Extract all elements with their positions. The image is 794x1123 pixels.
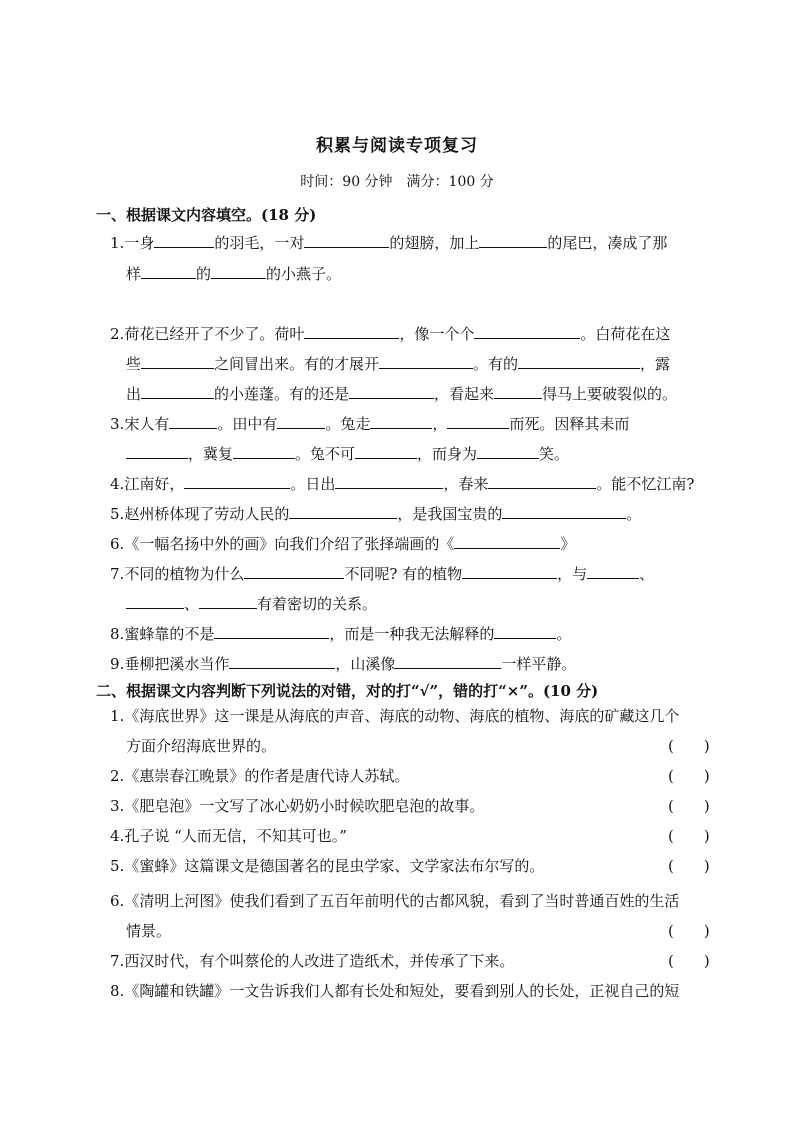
fill-blank[interactable] [141,383,214,399]
fill-blank[interactable] [479,232,547,248]
question-text: 不同的植物为什么 [124,565,245,583]
question-4 [110,473,694,494]
question-7-line-1 [110,563,654,584]
question-text: 》 [560,535,576,553]
question-number: 3. [110,415,125,433]
item-text: 《惠崇春江晚景》的作者是唐代诗人苏轼。 [124,767,410,785]
judgement-4 [110,826,347,846]
question-text: 江南好， [124,475,185,493]
judgement-2 [110,766,409,786]
fill-blank[interactable] [379,353,473,369]
question-text: ，是我国宝贵的 [397,505,503,523]
question-text: 笑。 [539,445,570,463]
fill-blank[interactable] [154,232,214,248]
item-number: 2. [110,767,125,785]
question-text: 、 [184,595,200,613]
fill-blank[interactable] [289,503,397,519]
fill-blank[interactable] [494,383,542,399]
judgement-1-line-2 [126,736,276,756]
fill-blank[interactable] [141,263,196,279]
judgement-1-line-1 [110,706,679,726]
answer-parentheses[interactable]: ( ) [668,922,710,940]
question-number: 1. [110,234,125,252]
item-number: 3. [110,797,125,815]
question-number: 8. [110,625,125,643]
fill-blank[interactable] [462,563,557,579]
fill-blank[interactable] [199,593,257,609]
question-6 [110,533,575,554]
answer-parentheses[interactable]: ( ) [668,952,710,970]
item-text: 《肥皂泡》一文写了冰心奶奶小时候吹肥皂泡的故事。 [124,797,485,815]
fill-blank[interactable] [335,473,443,489]
question-8 [110,623,571,644]
question-text: 的羽毛，一对 [214,234,305,252]
question-text: 的 [196,265,212,283]
fill-blank[interactable] [474,323,580,339]
judgement-7 [110,951,514,971]
judgement-3 [110,796,484,816]
judgement-5 [110,856,544,876]
item-number: 4. [110,827,125,845]
question-3-line-1 [110,413,629,434]
question-7-line-2 [126,593,377,614]
item-number: 1. [110,707,125,725]
question-text: 。白荷花在这 [580,325,671,343]
section-heading-1: 一、根据课文内容填空。(18 分) [96,206,317,224]
item-text: 情景。 [126,922,172,940]
question-text: 样 [126,265,142,283]
fill-blank[interactable] [304,323,399,339]
question-text: 。日出 [290,475,336,493]
question-text: 不同呢? 有的植物 [344,565,463,583]
question-text: ，冀复 [188,445,234,463]
question-text: 。兔走 [325,415,371,433]
question-number: 2. [110,325,125,343]
fill-blank[interactable] [244,563,344,579]
question-text: 蜜蜂靠的不是 [124,625,215,643]
question-text: 得马上要破裂似的。 [542,385,678,403]
answer-parentheses[interactable]: ( ) [668,767,710,785]
item-text: 《海底世界》这一课是从海底的声音、海底的动物、海底的植物、海底的矿藏这几个 [124,707,680,725]
answer-parentheses[interactable]: ( ) [668,797,710,815]
fill-blank[interactable] [184,473,290,489]
question-text: ， [432,415,448,433]
item-text: 孔子说 “人而无信，不知其可也。” [124,827,347,845]
question-text: 、 [639,565,655,583]
fill-blank[interactable] [229,653,335,669]
page-title: 积累与阅读专项复习 [316,136,478,156]
question-1-line-1 [110,232,667,253]
question-text: 《一幅名扬中外的画》向我们介绍了张择端画的《 [124,535,455,553]
fill-blank[interactable] [304,232,389,248]
question-number: 9. [110,655,125,673]
fill-blank[interactable] [447,413,509,429]
question-text: 。能不忆江南? [596,475,695,493]
question-1-line-2 [126,263,341,284]
question-text: 荷花已经开了不少了。荷叶 [124,325,305,343]
section-heading-2: 二、根据课文内容判断下列说法的对错，对的打“√”，错的打“×”。(10 分) [96,682,599,700]
judgement-6-line-2 [126,921,171,941]
fill-blank[interactable] [587,563,639,579]
fill-blank[interactable] [395,653,501,669]
question-text: ，与 [557,565,588,583]
fill-blank[interactable] [518,353,640,369]
fill-blank[interactable] [488,473,596,489]
question-text: 。有的 [473,355,519,373]
question-text: 一身 [124,234,155,252]
question-text: ，像一个个 [399,325,475,343]
fill-blank[interactable] [477,443,539,459]
question-number: 5. [110,505,125,523]
fill-blank[interactable] [211,263,266,279]
fill-blank[interactable] [502,503,626,519]
answer-parentheses[interactable]: ( ) [668,827,710,845]
question-text: 的翅膀，加上 [389,234,480,252]
answer-parentheses[interactable]: ( ) [668,737,710,755]
fill-blank[interactable] [349,383,434,399]
question-text: 而死。因释其耒而 [509,415,630,433]
item-number: 6. [110,892,125,910]
item-text: 西汉时代，有个叫蔡伦的人改进了造纸术，并传承了下来。 [124,952,515,970]
question-number: 6. [110,535,125,553]
question-text: 一样平静。 [501,655,577,673]
question-2-line-1 [110,323,670,344]
question-text: 。兔不可 [295,445,356,463]
question-text: 垂柳把溪水当作 [124,655,230,673]
question-text: 之间冒出来。有的才展开 [214,355,380,373]
question-number: 7. [110,565,125,583]
question-text: 宋人有 [124,415,170,433]
item-number: 5. [110,857,125,875]
question-text: ，而身为 [417,445,478,463]
item-text: 《陶罐和铁罐》一文告诉我们人都有长处和短处，要看到别人的长处，正视自己的短 [124,982,680,1000]
page-subtitle: 时间：90 分钟 满分：100 分 [300,174,494,190]
question-number: 4. [110,475,125,493]
question-text: 。 [626,505,642,523]
question-5 [110,503,641,524]
judgement-8-line-1 [110,981,679,1001]
question-text: ，而是一种我无法解释的 [329,625,495,643]
question-text: 。田中有 [217,415,278,433]
question-text: ，春来 [443,475,489,493]
question-text: 。 [556,625,572,643]
item-text: 《清明上河图》使我们看到了五百年前明代的古都风貌，看到了当时普通百姓的生活 [124,892,680,910]
question-3-line-2 [126,443,569,464]
question-text: 的小燕子。 [266,265,342,283]
judgement-6-line-1 [110,891,679,911]
item-text: 《蜜蜂》这篇课文是德国著名的昆虫学家、文学家法布尔写的。 [124,857,545,875]
fill-blank[interactable] [233,443,295,459]
question-text: ，露 [640,355,671,373]
answer-parentheses[interactable]: ( ) [668,857,710,875]
fill-blank[interactable] [141,353,214,369]
fill-blank[interactable] [355,443,417,459]
fill-blank[interactable] [214,623,329,639]
fill-blank[interactable] [126,593,184,609]
fill-blank[interactable] [370,413,432,429]
question-text: 的小莲蓬。有的还是 [214,385,350,403]
question-text: 些 [126,355,142,373]
fill-blank[interactable] [277,413,325,429]
question-text: 的尾巴，凑成了那 [547,234,668,252]
fill-blank[interactable] [126,443,188,459]
item-number: 7. [110,952,125,970]
question-2-line-3 [126,383,677,404]
fill-blank[interactable] [454,533,560,549]
question-text: ，看起来 [434,385,495,403]
question-text: 赵州桥体现了劳动人民的 [124,505,290,523]
item-number: 8. [110,982,125,1000]
question-2-line-2 [126,353,670,374]
fill-blank[interactable] [494,623,556,639]
question-text: ，山溪像 [335,655,396,673]
question-9 [110,653,576,674]
item-text: 方面介绍海底世界的。 [126,737,277,755]
question-text: 有着密切的关系。 [257,595,378,613]
fill-blank[interactable] [169,413,217,429]
question-text: 出 [126,385,142,403]
